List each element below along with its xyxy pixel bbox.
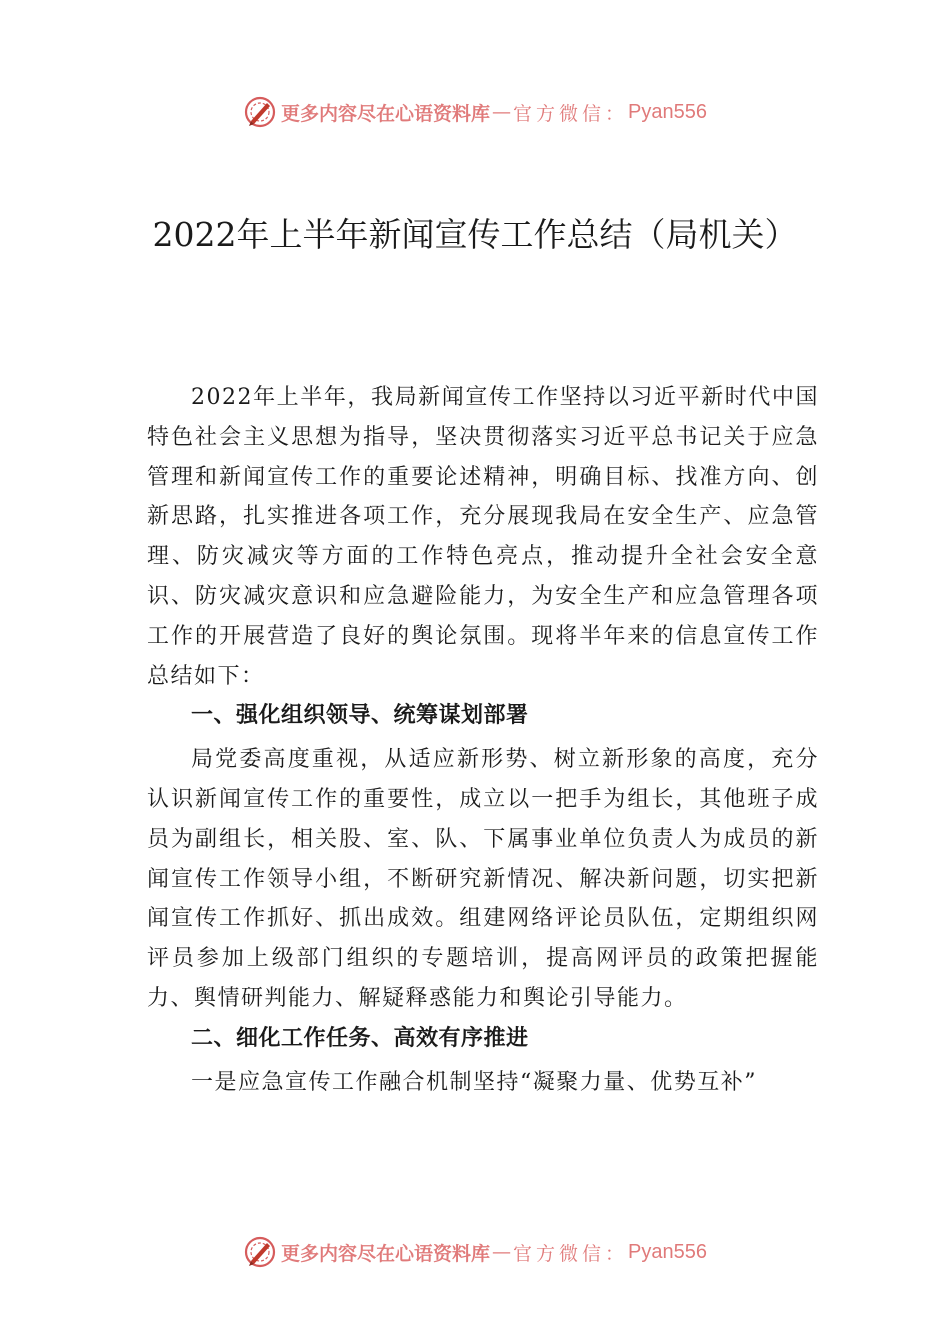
- banner-dash: —: [492, 101, 512, 123]
- pen-logo-icon: [243, 95, 277, 129]
- section-heading-1: 一、强化组织领导、统筹谋划部署: [191, 703, 529, 729]
- document-title: 2022年上半年新闻宣传工作总结（局机关）: [152, 215, 798, 254]
- banner-wechat-label: 官方微信：: [513, 1242, 629, 1265]
- intro-paragraph: 2022年上半年，我局新闻宣传工作坚持以习近平新时代中国特色社会主义思想为指导，坚决贯彻落实习近平总书记关于应急管理和新闻宣传工作的重要论述精神，明确目标、找准方向、创新思路，扎实推进各项工作，充分展现我局在安全生产、应急管理、防灾减灾等方面的工作特色亮点，推动提升全社会安全意识、防灾减灾意识和应急避险能力，为安全生产和应急管理各项工作的开展营造了良好的舆论氛围。现将半年来的信息宣传工作总结如下：: [147, 385, 819, 689]
- pen-logo-icon: [243, 1235, 277, 1269]
- banner-wechat-label: 官方微信：: [513, 102, 629, 125]
- document-body: [147, 378, 819, 1102]
- banner-wechat-id: Pyan556: [628, 100, 707, 123]
- banner-slogan: 更多内容尽在心语资料库: [281, 1242, 491, 1265]
- footer-banner: [0, 1232, 950, 1272]
- section-heading-2: 二、细化工作任务、高效有序推进: [191, 1025, 529, 1051]
- banner-slogan: 更多内容尽在心语资料库: [281, 102, 491, 125]
- banner-dash: —: [492, 1241, 512, 1263]
- section-paragraph-2: 一是应急宣传工作融合机制坚持“凝聚力量、优势互补”: [191, 1069, 757, 1095]
- section-paragraph-1: 局党委高度重视，从适应新形势、树立新形象的高度，充分认识新闻宣传工作的重要性，成立以一把手为组长，其他班子成员为副组长，相关股、室、队、下属事业单位负责人为成员的新闻宣传工作领导小组，不断研究新情况、解决新问题，切实把新闻宣传工作抓好、抓出成效。组建网络评论员队伍，定期组织网评员参加上级部门组织的专题培训，提高网评员的政策把握能力、舆情研判能力、解疑释惑能力和舆论引导能力。: [147, 747, 819, 1011]
- banner-wechat-id: Pyan556: [628, 1240, 707, 1263]
- header-banner: [0, 92, 950, 132]
